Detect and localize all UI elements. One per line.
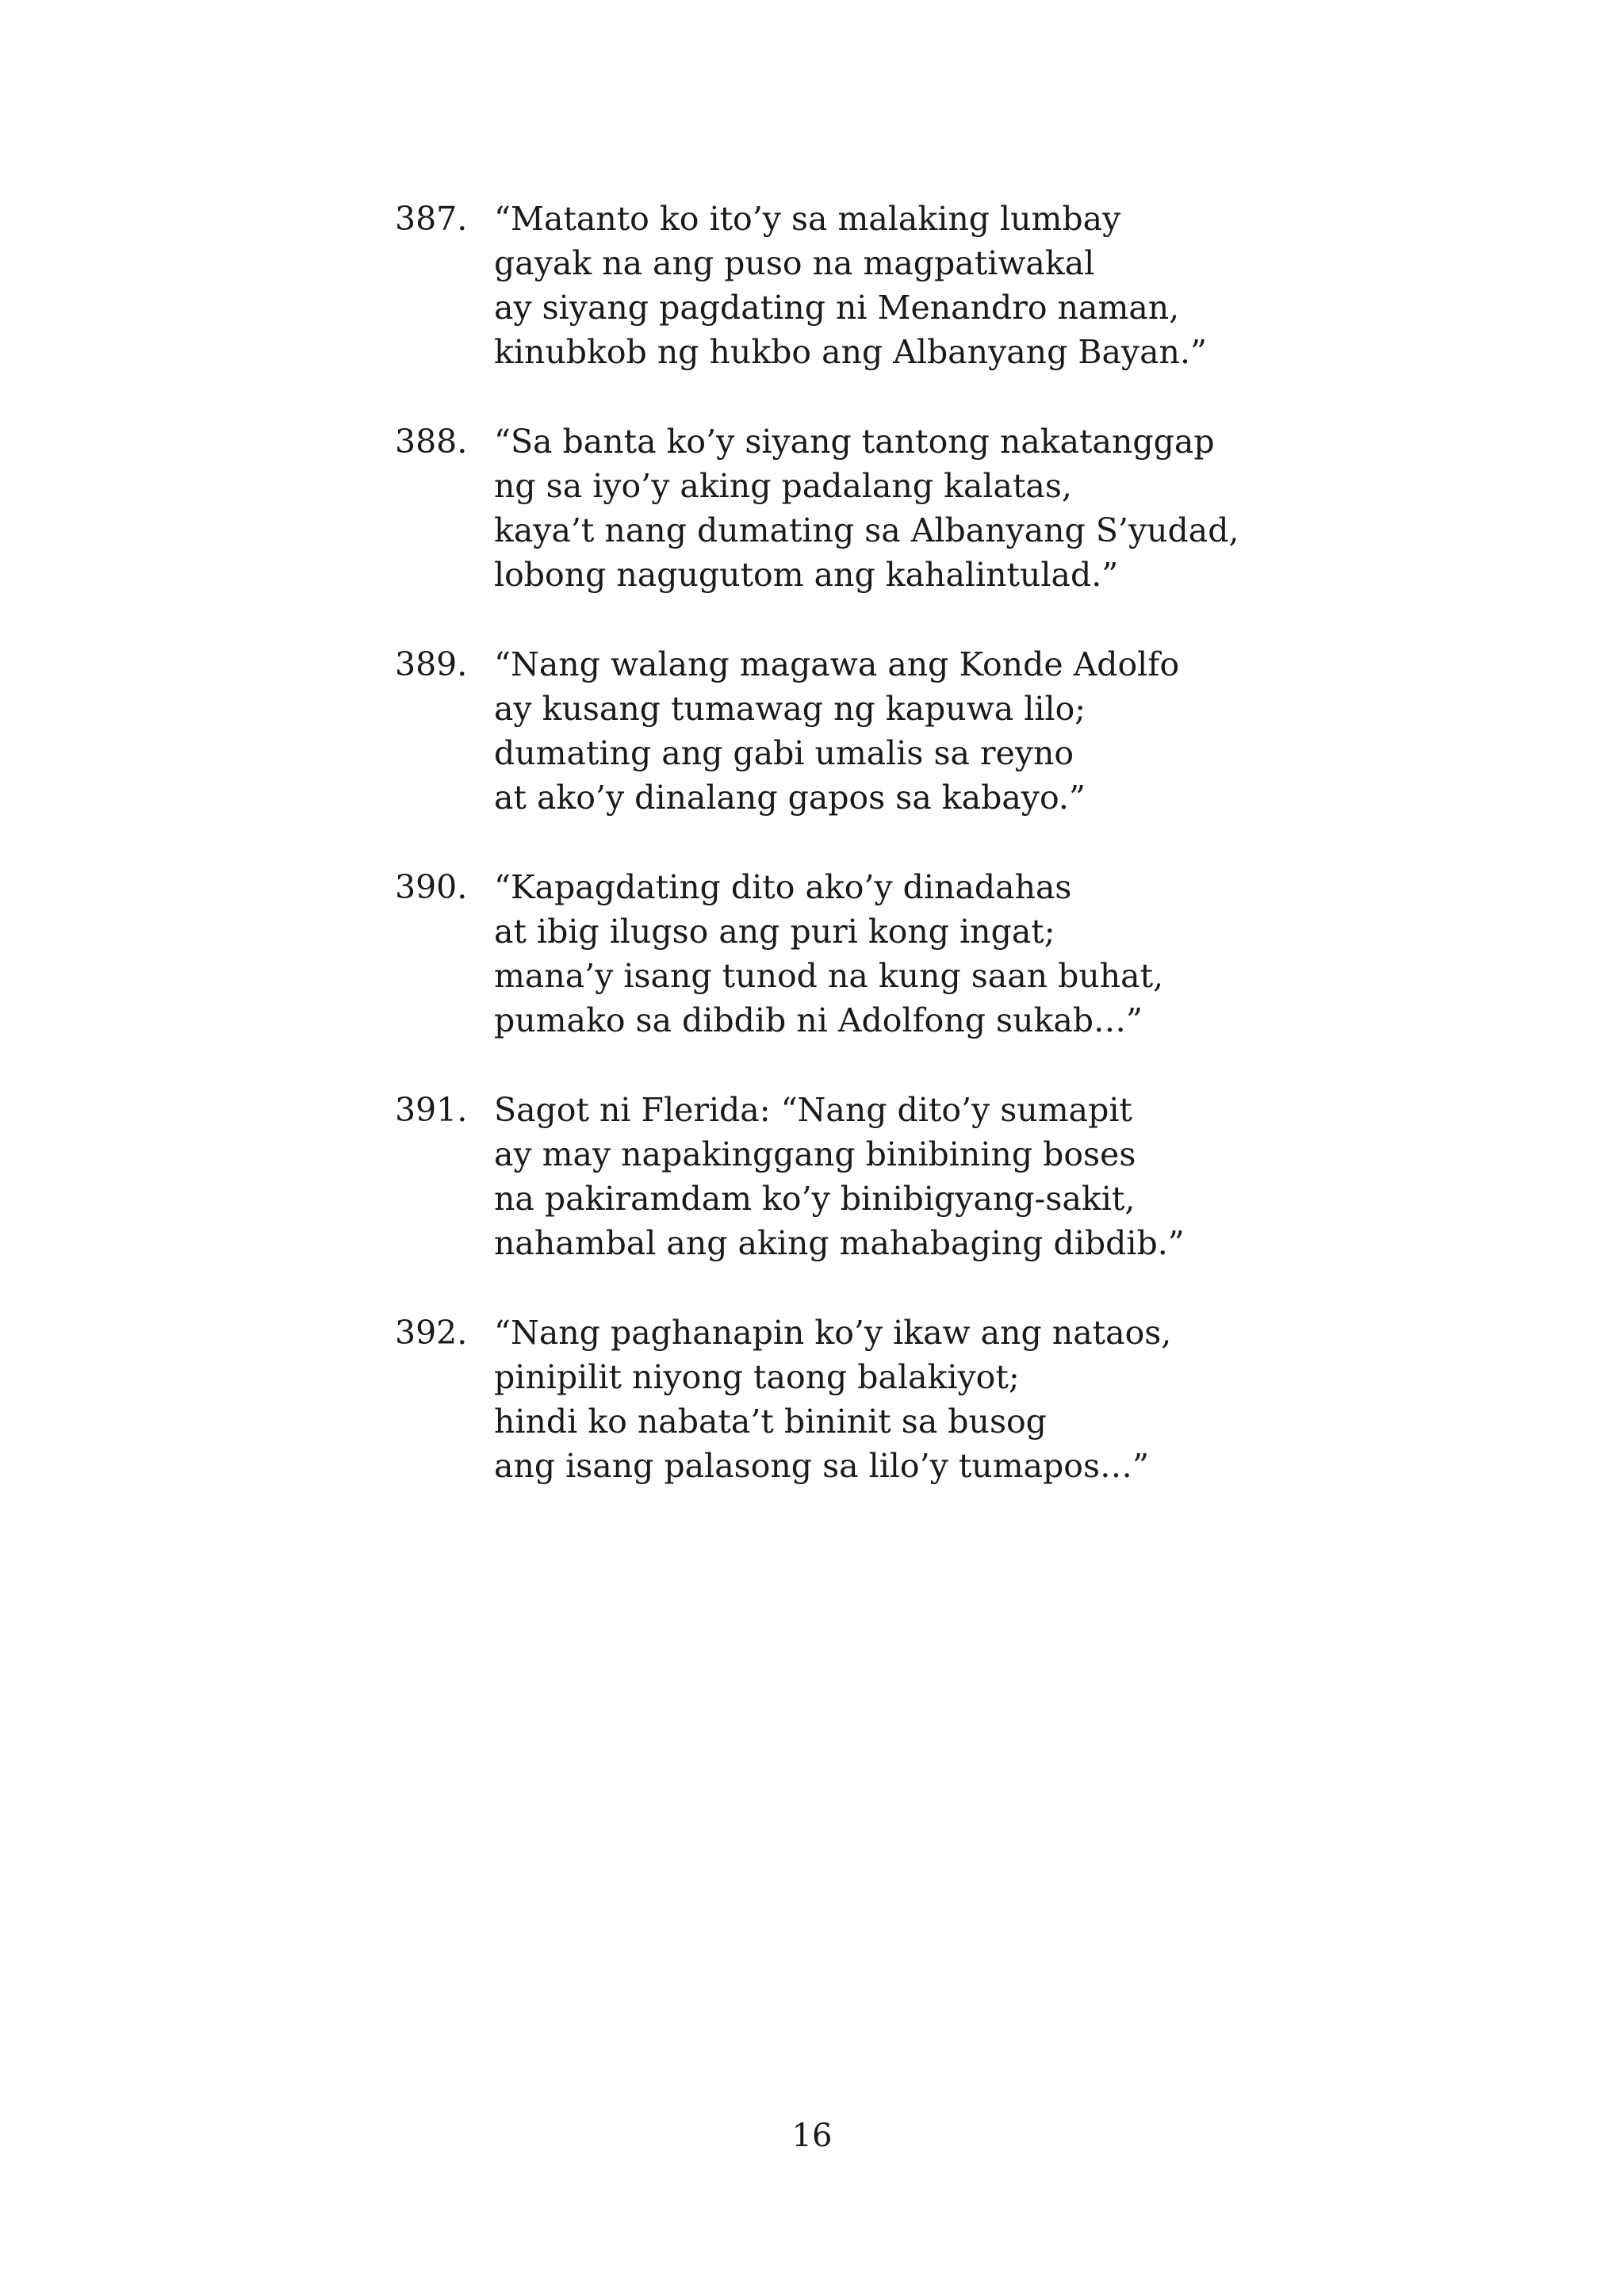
verse-line: na pakiramdam ko’y binibigyang-sakit,	[494, 1180, 1136, 1218]
verse-line: nahambal ang aking mahabaging dibdib.”	[494, 1224, 1185, 1262]
stanza-number: 388.	[395, 423, 468, 461]
verse-line: kinubkob ng hukbo ang Albanyang Bayan.”	[494, 333, 1207, 371]
verse-line: “Matanto ko ito’y sa malaking lumbay	[494, 200, 1121, 238]
verse-line: ay may napakinggang binibining boses	[494, 1135, 1136, 1173]
verse-line: at ako’y dinalang gapos sa kabayo.”	[494, 779, 1086, 817]
verse-line: “Sa banta ko’y siyang tantong nakatanggap	[494, 423, 1215, 461]
verse-line: ay kusang tumawag ng kapuwa lilo;	[494, 690, 1086, 728]
verse-line: ng sa iyo’y aking padalang kalatas,	[494, 467, 1072, 505]
verse-line: pinipilit niyong taong balakiyot;	[494, 1358, 1020, 1396]
stanza-lines	[494, 1311, 1171, 1488]
verse-line: kaya’t nang dumating sa Albanyang S’yudad,	[494, 511, 1239, 549]
stanza-number: 387.	[395, 200, 468, 238]
verse-line: mana’y isang tunod na kung saan buhat,	[494, 957, 1164, 995]
verse-line: lobong nagugutom ang kahalintulad.”	[494, 556, 1119, 594]
stanza-lines	[494, 419, 1239, 597]
stanza-lines	[494, 865, 1163, 1043]
verse-line: at ibig ilugso ang puri kong ingat;	[494, 913, 1055, 951]
stanza-lines	[494, 1088, 1185, 1265]
stanza-number: 391.	[395, 1091, 468, 1129]
verse-line: ang isang palasong sa lilo’y tumapos…”	[494, 1447, 1149, 1485]
stanza-number: 389.	[395, 645, 468, 683]
stanza-number: 392.	[395, 1314, 468, 1352]
stanza-number: 390.	[395, 868, 468, 906]
verse-line: pumako sa dibdib ni Adolfong sukab…”	[494, 1001, 1143, 1039]
stanza-lines	[494, 642, 1179, 820]
verse-line: “Kapagdating dito ako’y dinadahas	[494, 868, 1072, 906]
verse-line: “Nang paghanapin ko’y ikaw ang nataos,	[494, 1314, 1172, 1352]
verse-line: Sagot ni Flerida: “Nang dito’y sumapit	[494, 1091, 1132, 1129]
verse-line: hindi ko nabata’t bininit sa busog	[494, 1402, 1047, 1441]
verse-line: gayak na ang puso na magpatiwakal	[494, 244, 1095, 282]
verse-line: ay siyang pagdating ni Menandro naman,	[494, 289, 1180, 327]
verse-line: dumating ang gabi umalis sa reyno	[494, 734, 1074, 772]
page-number: 16	[791, 2118, 833, 2154]
verse-line: “Nang walang magawa ang Konde Adolfo	[494, 645, 1180, 683]
stanza-lines	[494, 197, 1207, 374]
